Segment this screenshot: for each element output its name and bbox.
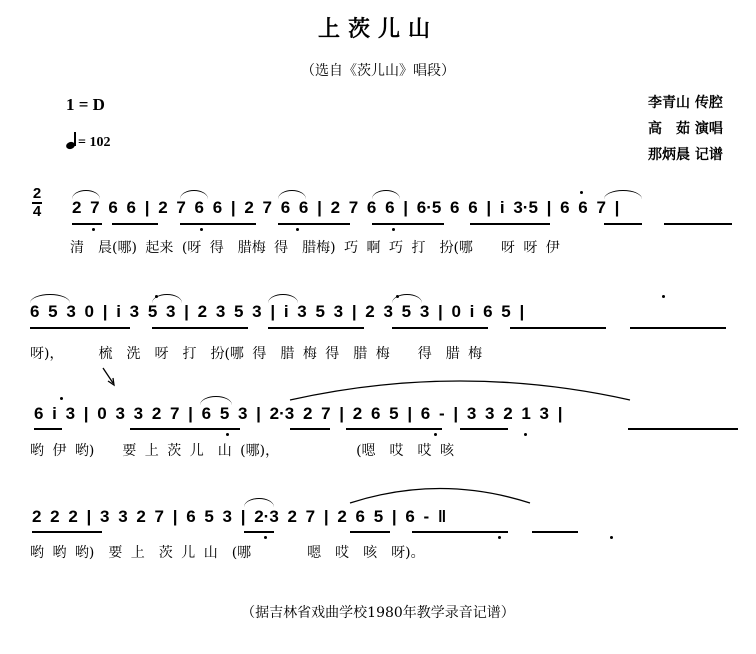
octave-dot	[396, 295, 399, 298]
octave-dot	[610, 536, 613, 539]
octave-dot	[264, 536, 267, 539]
octave-dot	[434, 433, 437, 436]
lyric-line: 哟 哟 哟) 要 上 茨 儿 山 (哪 嗯 哎 咳 呀)。	[30, 545, 425, 561]
octave-dot	[200, 228, 203, 231]
beam-underline	[244, 531, 274, 533]
credit-line: 李青山 传腔	[648, 95, 723, 111]
octave-dot	[92, 228, 95, 231]
beam-underline	[412, 531, 508, 533]
octave-dot	[392, 228, 395, 231]
beam-underline	[278, 223, 350, 225]
beam-underline	[630, 327, 726, 329]
beam-underline	[372, 223, 444, 225]
beam-underline	[350, 531, 390, 533]
beam-underline	[130, 428, 240, 430]
beam-underline	[470, 223, 550, 225]
beam-underline	[34, 428, 62, 430]
page-title: 上茨儿山	[317, 17, 438, 42]
octave-dot	[524, 433, 527, 436]
beam-underline	[290, 428, 330, 430]
beam-underline	[628, 428, 738, 430]
beam-underline	[32, 531, 102, 533]
source-note: （据吉林省戏曲学校1980年教学录音记谱）	[241, 605, 515, 621]
octave-dot	[580, 191, 583, 194]
key-signature: 1 = D	[66, 95, 105, 114]
beam-underline	[72, 223, 102, 225]
beam-underline	[152, 327, 248, 329]
beam-underline	[664, 223, 732, 225]
tempo-value: = 102	[78, 135, 111, 150]
beam-underline	[268, 327, 364, 329]
notation-line: 6 5 3 0 | i 3 5 3 | 2 3 5 3 | i 3 5 3 | 2 3 5 3 | 0 i 6 5 |	[30, 302, 525, 321]
beam-underline	[532, 531, 578, 533]
beam-underline	[460, 428, 508, 430]
octave-dot	[498, 536, 501, 539]
notation-line: 2 7 6 6 | 2 7 6 6 | 2 7 6 6 | 2 7 6 6 | 6·5 6 6 | i 3·5 | 6 6 7 |	[72, 198, 620, 217]
lyric-line: 哟 伊 哟) 要 上 茨 儿 山 (哪)， (嗯 哎 哎 咳	[30, 443, 454, 459]
beam-underline	[604, 223, 642, 225]
credit-line: 高 茹 演唱	[648, 121, 723, 137]
octave-dot	[226, 433, 229, 436]
octave-dot	[662, 295, 665, 298]
octave-dot	[296, 228, 299, 231]
time-signature-bottom: 4	[32, 202, 42, 220]
notation-line: 6 i 3 | 0 3 3 2 7 | 6 5 3 | 2·3 2 7 | 2 6 5 | 6 - | 3 3 2 1 3 |	[34, 404, 563, 423]
octave-dot	[155, 295, 158, 298]
time-signature-top: 2	[32, 185, 42, 202]
beam-underline	[392, 327, 488, 329]
beam-underline	[30, 327, 130, 329]
octave-dot	[60, 397, 63, 400]
beam-underline	[510, 327, 606, 329]
beam-underline	[180, 223, 256, 225]
beam-underline	[346, 428, 442, 430]
notation-line: 2 2 2 | 3 3 2 7 | 6 5 3 | 2·3 2 7 | 2 6 5 | 6 - ‖	[32, 507, 447, 526]
credit-line: 那炳晨 记谱	[648, 147, 723, 163]
lyric-line: 呀)， 梳 洗 呀 打 扮(哪 得 腊 梅 得 腊 梅 得 腊 梅	[30, 346, 483, 362]
page-subtitle: （选自《茨儿山》唱段）	[301, 63, 455, 79]
lyric-line: 清 晨(哪) 起来 (呀 得 腊梅 得 腊梅) 巧 啊 巧 打 扮(哪 呀 呀 伊	[70, 240, 560, 256]
beam-underline	[112, 223, 158, 225]
